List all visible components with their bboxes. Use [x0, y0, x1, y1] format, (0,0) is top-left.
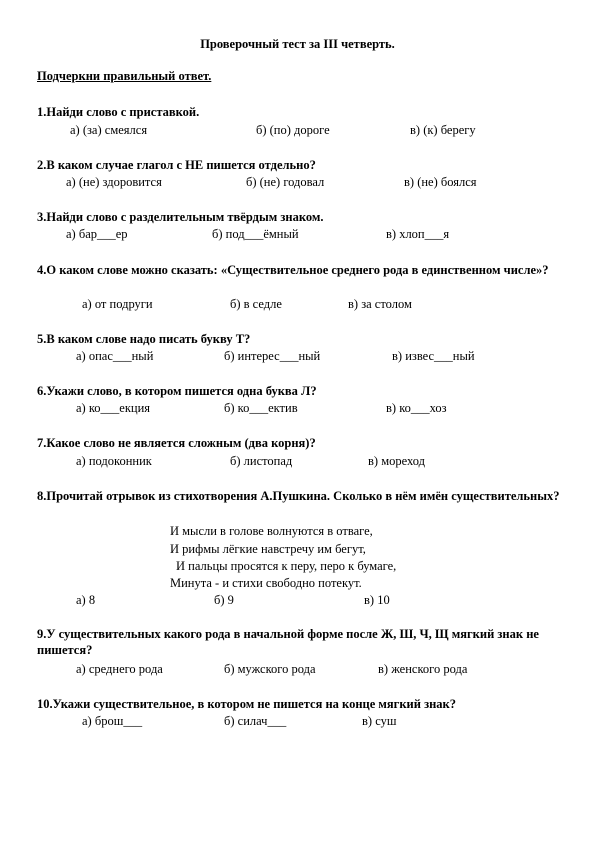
- question-1: 1.Найди слово с приставкой.: [37, 105, 200, 119]
- question-5: 5.В каком слове надо писать букву Т?: [37, 332, 251, 346]
- poem-line: И рифмы лёгкие навстречу им бегут,: [170, 542, 366, 556]
- answer-option[interactable]: б) интерес___ный: [224, 349, 321, 363]
- poem-line: И мысли в голове волнуются в отваге,: [170, 524, 373, 538]
- answer-option[interactable]: в) 10: [364, 593, 390, 607]
- answer-option[interactable]: а) ко___екция: [76, 401, 151, 415]
- answer-option[interactable]: в) суш: [362, 714, 397, 728]
- page-title: Проверочный тест за III четверть.: [200, 37, 395, 51]
- answer-option[interactable]: а) опас___ный: [76, 349, 154, 363]
- question-8: 8.Прочитай отрывок из стихотворения А.Пушкина. Сколько в нём имён существительных?: [37, 489, 560, 503]
- answer-option[interactable]: в) женского рода: [378, 662, 468, 676]
- answer-option[interactable]: б) листопад: [230, 454, 293, 468]
- question-10: 10.Укажи существительное, в котором не пишется на конце мягкий знак?: [37, 697, 457, 711]
- answer-option[interactable]: а) подоконник: [76, 454, 152, 468]
- answer-option[interactable]: в) (не) боялся: [404, 175, 477, 189]
- answer-option[interactable]: в) за столом: [348, 297, 412, 311]
- question-6: 6.Укажи слово, в котором пишется одна буква Л?: [37, 384, 317, 398]
- answer-option[interactable]: в) хлоп___я: [386, 227, 450, 241]
- answer-option[interactable]: а) 8: [76, 593, 96, 607]
- answer-option[interactable]: в) мореход: [368, 454, 426, 468]
- answer-option[interactable]: а) бар___ер: [66, 227, 128, 241]
- answer-option[interactable]: а) от подруги: [82, 297, 153, 311]
- answer-option[interactable]: б) 9: [214, 593, 234, 607]
- answer-option[interactable]: б) ко___ектив: [224, 401, 298, 415]
- answer-option[interactable]: б) (не) годовал: [246, 175, 325, 189]
- question-9: 9.У существительных какого рода в начальной форме после Ж, Ш, Ч, Щ мягкий знак не пишется?: [37, 627, 539, 657]
- answer-option[interactable]: б) под___ёмный: [212, 227, 299, 241]
- answer-option[interactable]: б) (по) дороге: [256, 123, 330, 137]
- question-4: 4.О каком слове можно сказать: «Существительное среднего рода в единственном числе»?: [37, 263, 549, 277]
- answer-option[interactable]: в) (к) берегу: [410, 123, 476, 137]
- poem-line: Минута - и стихи свободно потекут.: [170, 576, 362, 590]
- poem-line: И пальцы просятся к перу, перо к бумаге,: [176, 559, 397, 573]
- answer-option[interactable]: в) извес___ный: [392, 349, 475, 363]
- instruction: Подчеркни правильный ответ.: [37, 69, 212, 83]
- answer-option[interactable]: б) в седле: [230, 297, 282, 311]
- answer-option[interactable]: а) среднего рода: [76, 662, 163, 676]
- question-3: 3.Найди слово с разделительным твёрдым знаком.: [37, 210, 324, 224]
- answer-option[interactable]: а) (не) здоровится: [66, 175, 162, 189]
- answer-option[interactable]: в) ко___хоз: [386, 401, 447, 415]
- question-7: 7.Какое слово не является сложным (два корня)?: [37, 436, 316, 450]
- answer-option[interactable]: а) (за) смеялся: [70, 123, 148, 137]
- answer-option[interactable]: б) мужского рода: [224, 662, 316, 676]
- answer-option[interactable]: б) силач___: [224, 714, 287, 728]
- question-2: 2.В каком случае глагол с НЕ пишется отдельно?: [37, 158, 316, 172]
- answer-option[interactable]: а) брош___: [82, 714, 143, 728]
